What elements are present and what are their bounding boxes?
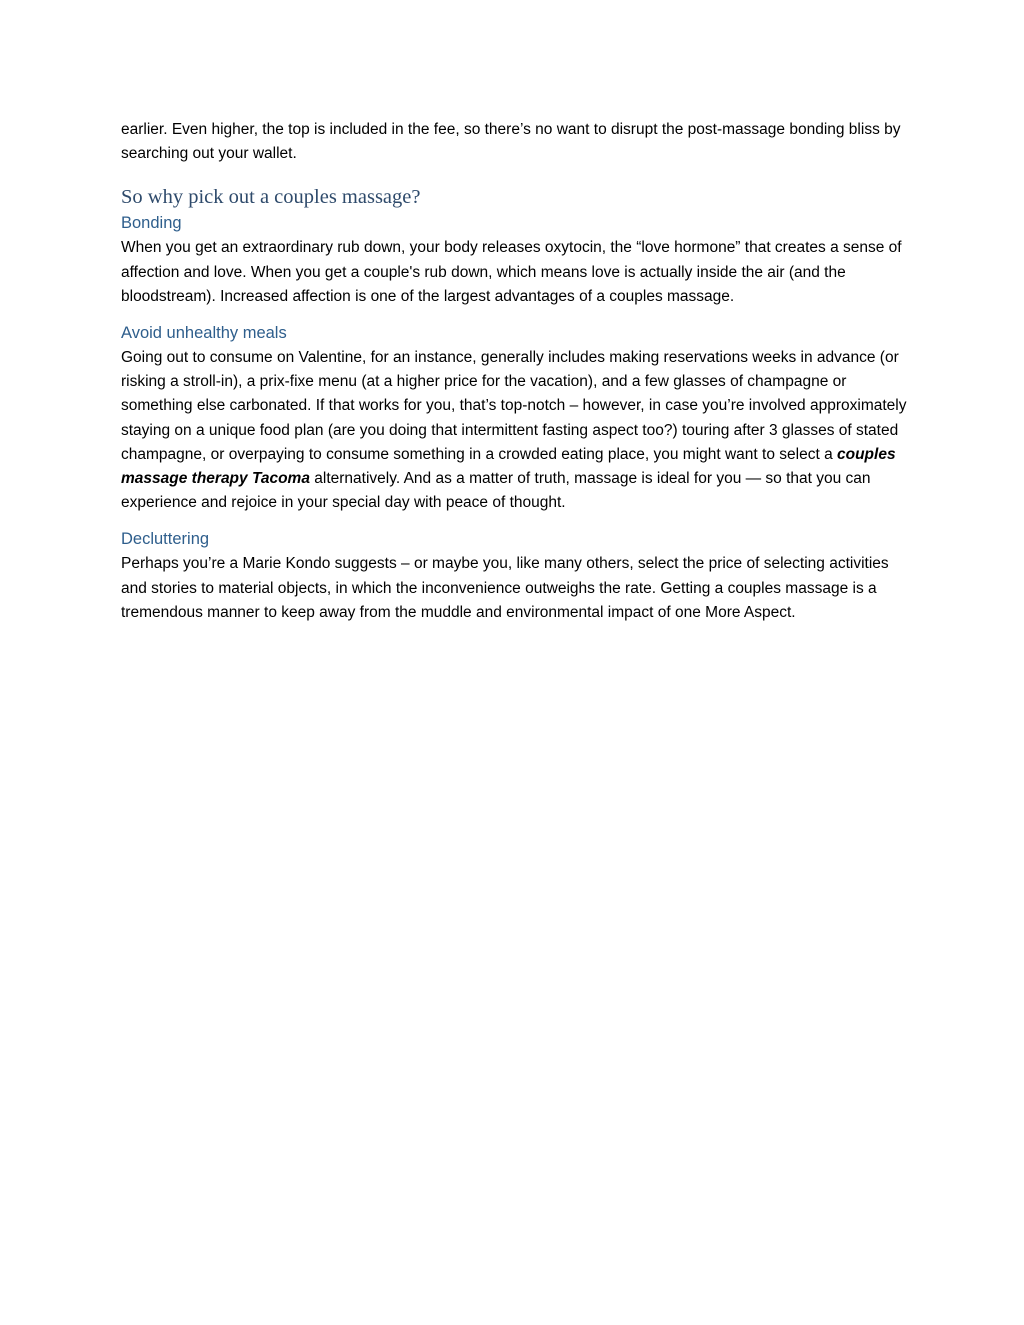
section-heading-bonding: Bonding — [121, 214, 182, 233]
document-page — [121, 118, 911, 625]
section-paragraph-decluttering: Perhaps you’re a Marie Kondo suggests – or maybe you, like many others, select the price of selecting activities and stories to material objects, in which the inconvenience outweighs the rate. Getting a couples massage is a tremendous manner to keep away from the muddle and environmental impact of one More Aspect. — [121, 555, 889, 621]
emphasized-keyword: couples massage therapy Tacoma — [121, 445, 896, 488]
section-heading-avoid-unhealthy-meals: Avoid unhealthy meals — [121, 324, 287, 343]
paragraph-text-after: alternatively. And as a matter of truth, massage is ideal for you — so that you can experience and rejoice in your special day with peace of thought. — [121, 470, 871, 512]
section-paragraph-bonding: When you get an extraordinary rub down, your body releases oxytocin, the “love hormone” that creates a sense of affection and love. When you get a couple's rub down, which means love is actually inside the air (and the bloodstream). Increased affection is one of the largest advantages of a couples massage. — [121, 239, 902, 305]
main-heading: So why pick out a couples massage? — [121, 186, 421, 209]
intro-paragraph: earlier. Even higher, the top is included in the fee, so there’s no want to disrupt the post-massage bonding bliss by searching out your wallet. — [121, 121, 901, 163]
section-paragraph-avoid-unhealthy-meals — [121, 346, 911, 515]
section-heading-decluttering: Decluttering — [121, 530, 210, 549]
paragraph-text-before: Going out to consume on Valentine, for an instance, generally includes making reservations weeks in advance (or risking a stroll-in), a prix-fixe menu (at a higher price for the vacation), and a few glasses of champagne or something else carbonated. If that works for you, that’s top-notch – however, in case you’re involved approximately staying on a unique food plan (are you doing that intermittent fasting aspect too?) touring after 3 glasses of stated champagne, or overpaying to consume something in a crowded eating place, you might want to select a — [121, 349, 907, 463]
